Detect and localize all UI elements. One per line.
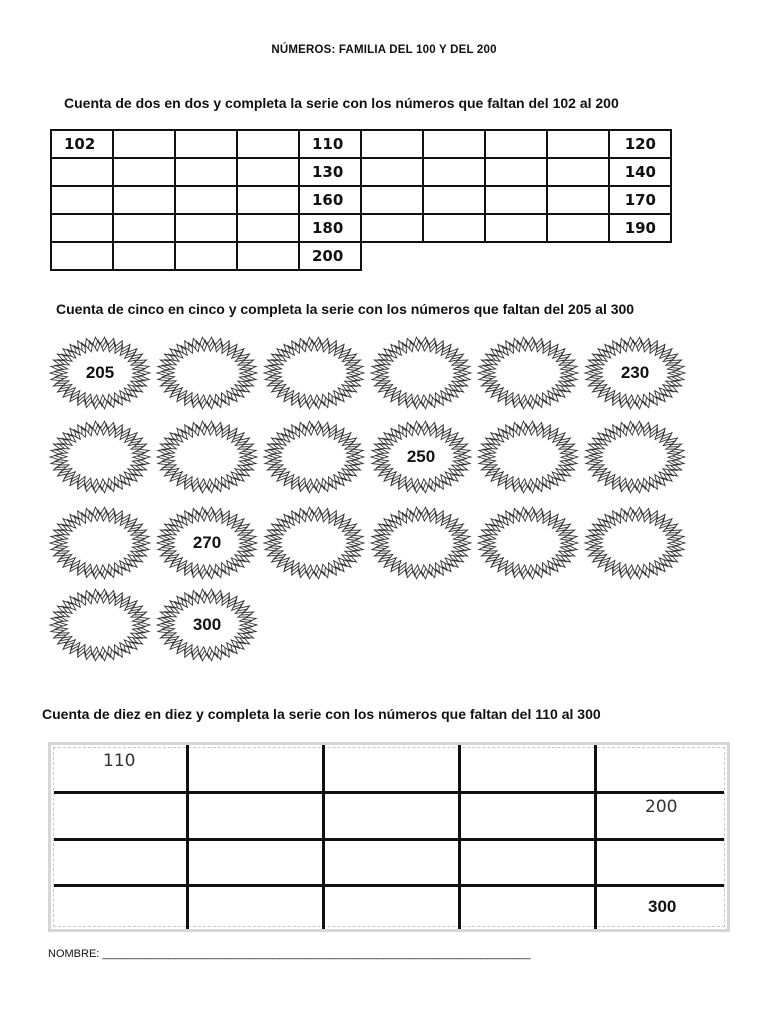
number-cell[interactable] [51, 158, 113, 186]
count-by-twos-table [50, 129, 672, 271]
number-cell[interactable] [485, 130, 547, 158]
number-cell[interactable] [51, 186, 113, 214]
count-by-tens-table [48, 742, 730, 932]
number-cell[interactable] [547, 186, 609, 214]
sun-circle[interactable] [155, 330, 259, 416]
number-cell: 102 [51, 130, 113, 158]
number-cell[interactable] [237, 158, 299, 186]
table-row [51, 130, 671, 158]
table-divider [54, 791, 724, 794]
table-divider [322, 745, 325, 929]
number-cell: 170 [609, 186, 671, 214]
number-cell[interactable] [51, 242, 113, 270]
empty-space [609, 242, 671, 270]
sun-circle [369, 414, 473, 500]
number-cell[interactable] [361, 130, 423, 158]
table-row [51, 186, 671, 214]
number-cell[interactable] [237, 214, 299, 242]
table-row [51, 242, 671, 270]
sun-number [155, 330, 259, 416]
number-cell: 120 [609, 130, 671, 158]
sun-circle[interactable] [48, 582, 152, 668]
number-cell[interactable] [361, 186, 423, 214]
sun-number [155, 414, 259, 500]
instruction-1: Cuenta de dos en dos y completa la serie con los números que faltan del 102 al 200 [64, 95, 619, 111]
sun-number [476, 414, 580, 500]
sun-circle[interactable] [262, 330, 366, 416]
cell-300: 300 [648, 897, 677, 916]
sun-number [476, 330, 580, 416]
sun-number [48, 582, 152, 668]
sun-circle[interactable] [262, 414, 366, 500]
number-cell: 180 [299, 214, 361, 242]
instruction-2: Cuenta de cinco en cinco y completa la serie con los números que faltan del 205 al 300 [56, 301, 635, 317]
sun-number [262, 330, 366, 416]
number-cell: 130 [299, 158, 361, 186]
number-cell[interactable] [485, 158, 547, 186]
number-cell: 190 [609, 214, 671, 242]
number-cell[interactable] [175, 130, 237, 158]
sun-number: 205 [85, 363, 115, 382]
sun-circle[interactable] [48, 414, 152, 500]
sun-circle [155, 500, 259, 586]
number-cell[interactable] [51, 214, 113, 242]
sun-number: 230 [620, 363, 650, 382]
number-cell[interactable] [113, 214, 175, 242]
empty-space [423, 242, 485, 270]
number-cell[interactable] [547, 214, 609, 242]
page-title: NÚMEROS: FAMILIA DEL 100 Y DEL 200 [271, 44, 497, 56]
table-divider [54, 884, 724, 887]
number-cell[interactable] [113, 158, 175, 186]
number-cell: 160 [299, 186, 361, 214]
sun-number [583, 500, 687, 586]
number-cell[interactable] [113, 242, 175, 270]
number-cell[interactable] [113, 186, 175, 214]
cell-200: 200 [645, 797, 678, 817]
empty-space [547, 242, 609, 270]
sun-number: 270 [192, 533, 222, 552]
number-cell[interactable] [423, 186, 485, 214]
empty-space [485, 242, 547, 270]
sun-circle[interactable] [583, 500, 687, 586]
number-cell: 110 [299, 130, 361, 158]
sun-number: 300 [192, 615, 222, 634]
number-cell[interactable] [237, 186, 299, 214]
table-divider [54, 838, 724, 841]
sun-number [48, 500, 152, 586]
sun-circle[interactable] [476, 500, 580, 586]
sun-number [476, 500, 580, 586]
table-divider [594, 745, 597, 929]
empty-space [361, 242, 423, 270]
table-row [51, 158, 671, 186]
sun-number [262, 414, 366, 500]
number-cell[interactable] [361, 214, 423, 242]
table-row [51, 214, 671, 242]
sun-circle[interactable] [476, 330, 580, 416]
number-cell: 200 [299, 242, 361, 270]
sun-number [369, 500, 473, 586]
sun-circle[interactable] [262, 500, 366, 586]
number-cell[interactable] [361, 158, 423, 186]
table-divider [458, 745, 461, 929]
sun-circle [155, 582, 259, 668]
sun-number [583, 414, 687, 500]
number-cell[interactable] [547, 130, 609, 158]
number-cell[interactable] [175, 242, 237, 270]
sun-circle[interactable] [48, 500, 152, 586]
sun-circle [48, 330, 152, 416]
number-cell[interactable] [485, 186, 547, 214]
number-cell[interactable] [175, 186, 237, 214]
sun-number [262, 500, 366, 586]
number-cell[interactable] [113, 130, 175, 158]
sun-circle[interactable] [583, 414, 687, 500]
sun-circle[interactable] [476, 414, 580, 500]
sun-circle[interactable] [369, 330, 473, 416]
number-cell[interactable] [175, 158, 237, 186]
table-divider [186, 745, 189, 929]
number-cell[interactable] [547, 158, 609, 186]
number-cell[interactable] [485, 214, 547, 242]
number-cell[interactable] [175, 214, 237, 242]
sun-number [48, 414, 152, 500]
name-field[interactable]: NOMBRE: ______________________________________________________________________ [48, 948, 531, 960]
number-cell[interactable] [423, 130, 485, 158]
cell-110: 110 [103, 751, 136, 771]
sun-number: 250 [406, 447, 436, 466]
sun-number [369, 330, 473, 416]
sun-circle[interactable] [369, 500, 473, 586]
instruction-3: Cuenta de diez en diez y completa la serie con los números que faltan del 110 al 300 [42, 706, 601, 722]
number-cell[interactable] [237, 130, 299, 158]
number-cell[interactable] [237, 242, 299, 270]
sun-circle[interactable] [155, 414, 259, 500]
number-cell[interactable] [423, 214, 485, 242]
sun-circle [583, 330, 687, 416]
number-cell[interactable] [423, 158, 485, 186]
number-cell: 140 [609, 158, 671, 186]
